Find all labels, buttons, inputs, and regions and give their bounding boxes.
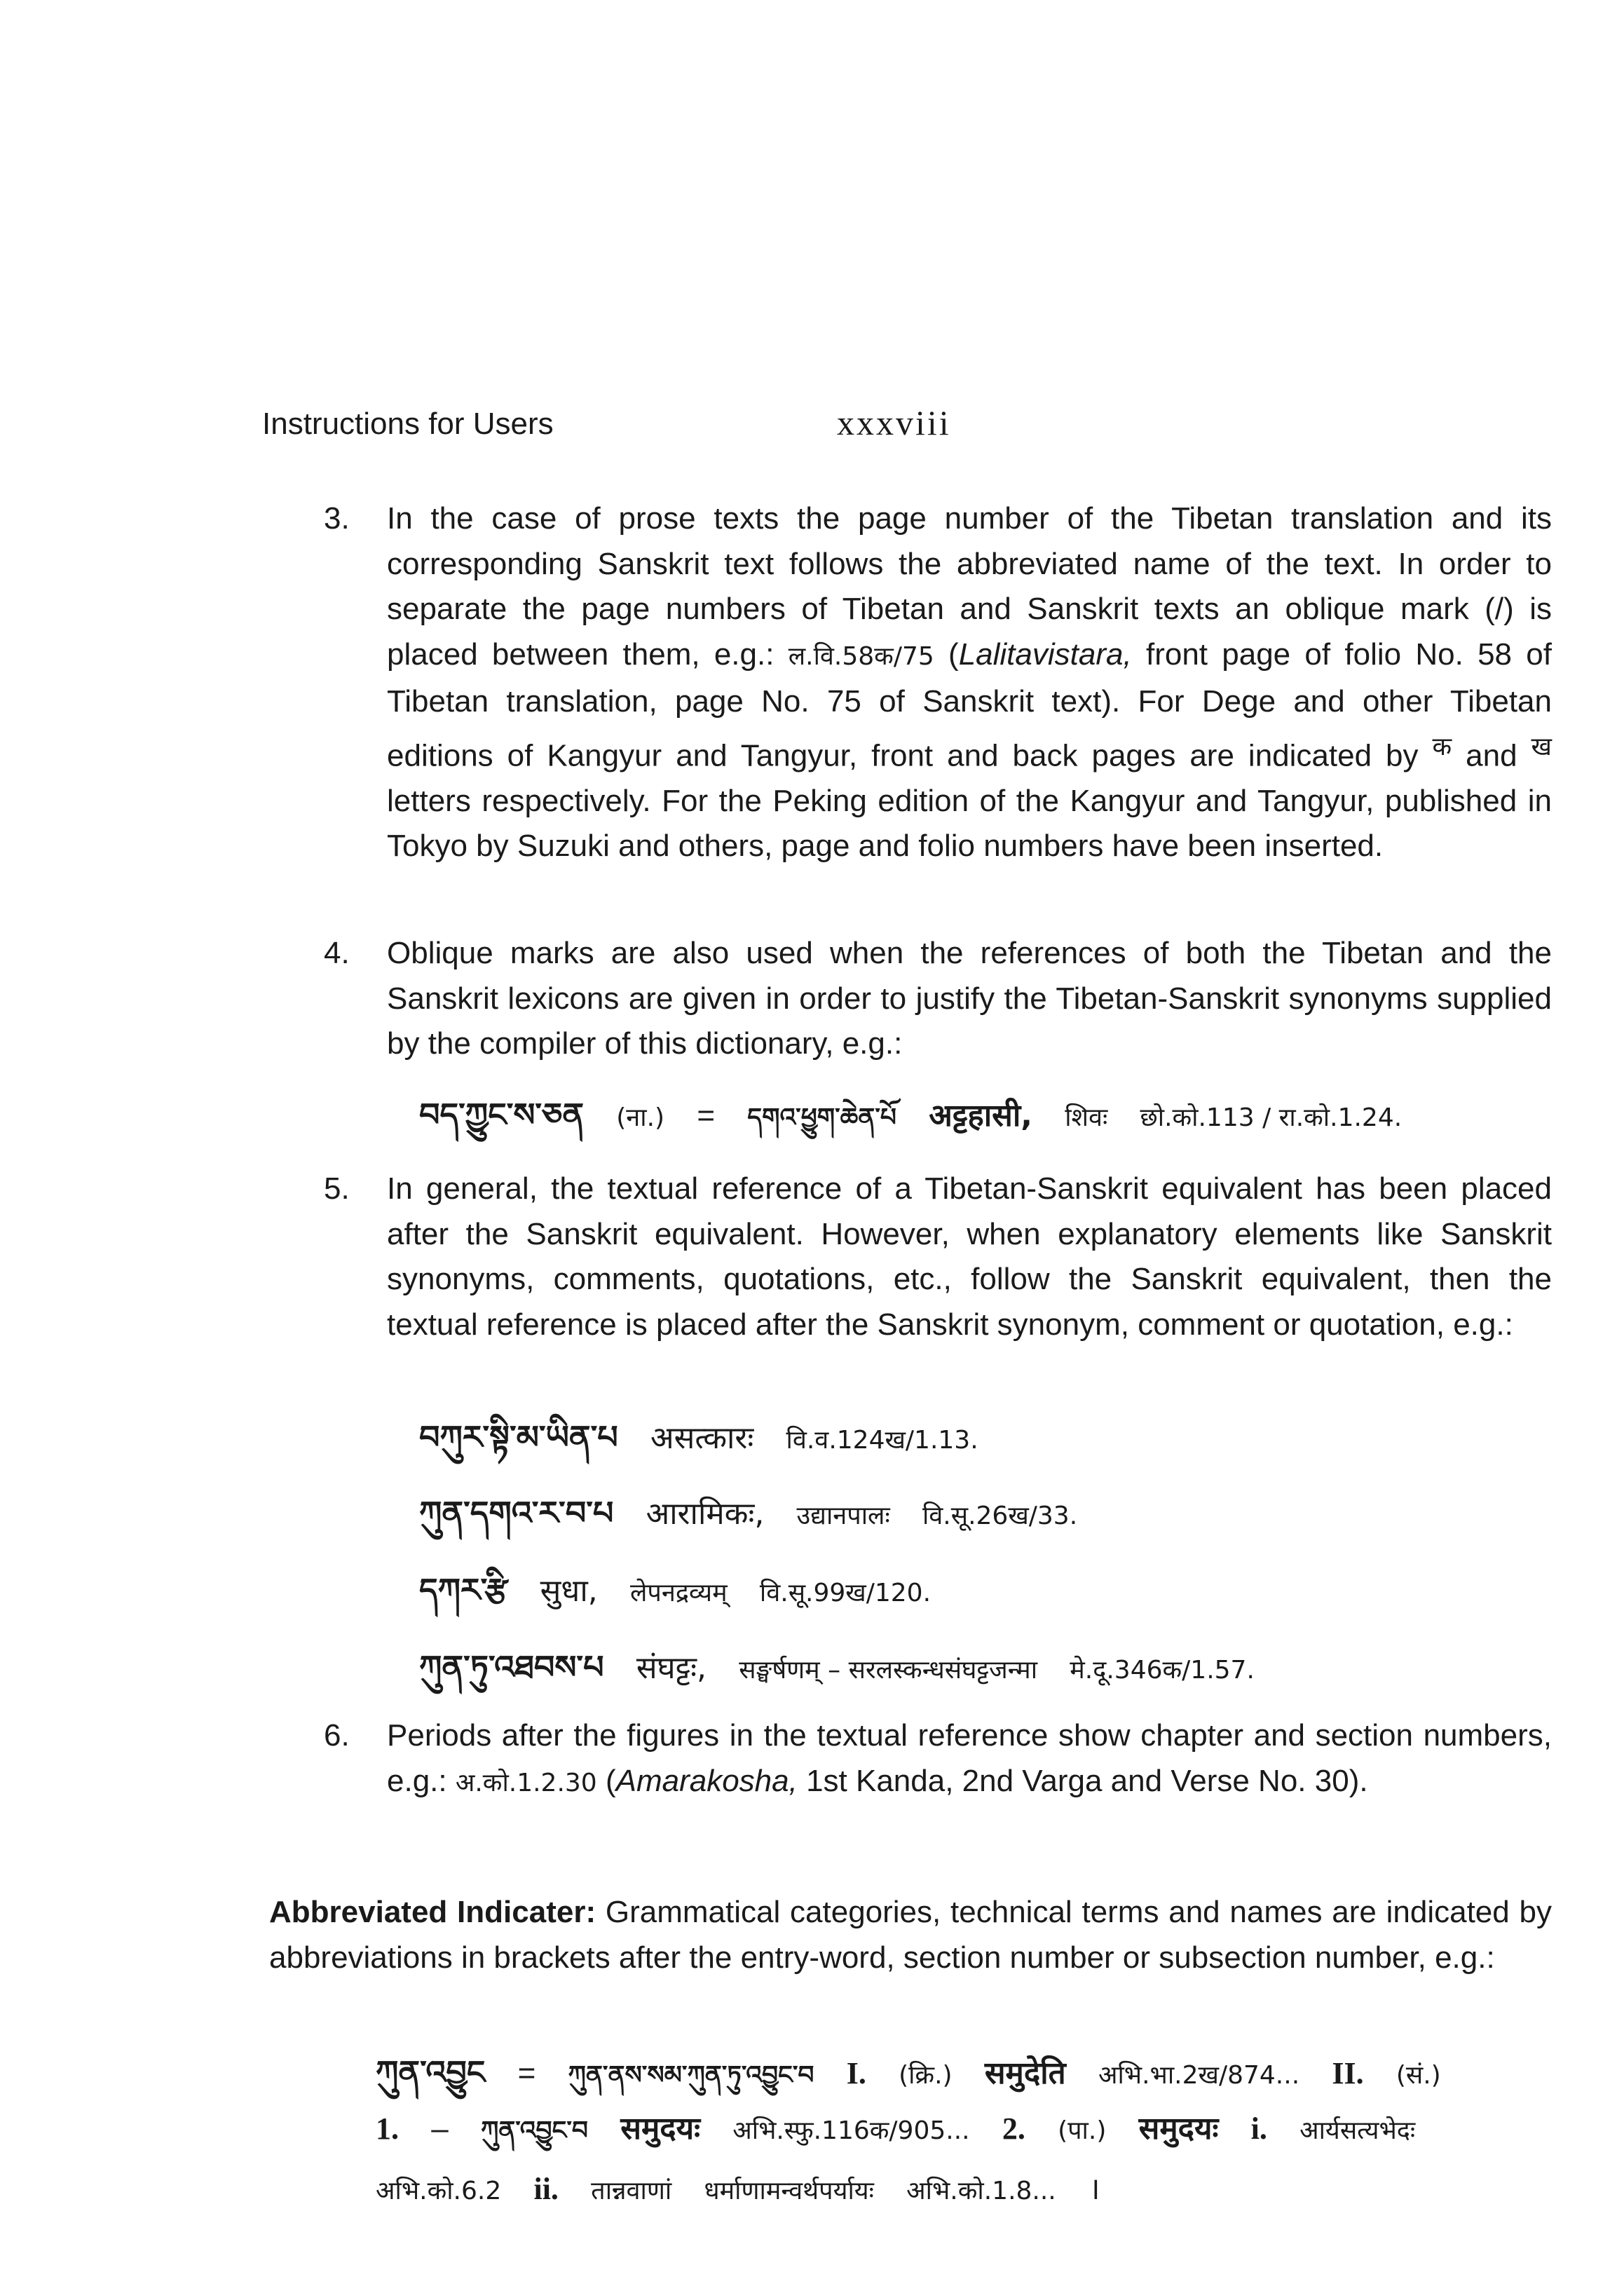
text-reference: वि.सू.99ख/120.: [759, 1579, 932, 1607]
instruction-6: [324, 1713, 1552, 1806]
item-number: 6.: [324, 1718, 350, 1753]
item-text: In general, the textual reference of a Tibetan-Sanskrit equivalent has been placed after the Sanskrit equivalent. However, when explanatory elements like Sanskrit synonyms, comments, quotations, etc., follow the Sanskrit equivalent, then the textual reference is placed after the Sanskrit synonym, comment or quotation, e.g.:: [387, 1171, 1552, 1342]
example-reference: ल.वि.58क/75: [788, 641, 934, 671]
tibetan-entry: ཀུན་ཏུ་འཐབས་པ: [419, 1648, 604, 1686]
text-reference: मे.दू.346क/1.57.: [1070, 1656, 1255, 1685]
end-mark: ।: [1088, 2172, 1100, 2206]
back-page-letter: ख: [1531, 732, 1552, 761]
sense-number: ii.: [533, 2172, 559, 2206]
page-header: [262, 403, 1545, 449]
tibetan-gloss: ཀུན་ནས་སམ་ཀུན་ཏུ་འབྱུང་བ: [568, 2061, 814, 2090]
tibetan-entry: བཀུར་སྟི་མ་ཡིན་པ: [419, 1418, 618, 1456]
text-segment: and: [1452, 738, 1531, 773]
text-segment: letters respectively. For the Peking edition of the Kangyur and Tangyur, published in Tokyo by Suzuki and others, page and folio numbers have been inserted.: [387, 783, 1552, 864]
tibetan-gloss: དགའ་ཕྱུག་ཆེན་པོ: [747, 1103, 896, 1132]
sense-number: 2.: [1002, 2111, 1025, 2146]
item-number: 5.: [324, 1171, 350, 1206]
sanskrit-note: सङ्घर्षणम् – सरलस्कन्धसंघट्टजन्मा: [739, 1656, 1038, 1685]
item-number: 4.: [324, 936, 350, 970]
sense-number: i.: [1250, 2111, 1267, 2146]
sense-number: 1.: [376, 2111, 399, 2146]
sanskrit-note: लेपनद्रव्यम्: [629, 1579, 728, 1607]
text-reference: वि.व.124ख/1.13.: [786, 1426, 978, 1455]
grammar-tag: (क्रि.): [899, 2061, 953, 2090]
tibetan-entry: བད་ཀྱུང་ས་ཅན: [419, 1096, 585, 1134]
item-text: Oblique marks are also used when the references of both the Tibetan and the Sanskrit lexicons are given in order to justify the Tibetan-Sanskrit synonyms supplied by the compiler of this dictionary, e.g.:: [387, 936, 1552, 1061]
sanskrit-equivalent: संघट्टः,: [636, 1650, 707, 1686]
tibetan-entry: དཀར་རྩི: [419, 1571, 508, 1609]
dash: –: [431, 2111, 449, 2146]
sanskrit-equivalent: समुदयः: [1138, 2111, 1219, 2147]
text-segment: In the case of prose texts the page number of the Tibetan translation and its corresponding Sanskrit text follows the abbreviated name of the text. In order to separate the page numbers of Tibetan and Sanskrit texts an oblique mark (/) is placed between them, e.g.:: [387, 501, 1552, 672]
sanskrit-note: तान्नवाणां: [591, 2177, 672, 2205]
dictionary-entry-line: [376, 2166, 1124, 2208]
dictionary-entry-line: [376, 2102, 1439, 2173]
grammar-tag: (पा.): [1058, 2116, 1107, 2145]
work-title: Lalitavistara,: [958, 637, 1132, 672]
sanskrit-note: उद्यानपालः: [796, 1502, 890, 1530]
text-segment: front page of folio No. 58 of Tibetan translation, page No. 75 of Sanskrit text). For Dege and other Tibetan editions of Kangyur and Tangyur, front and back pages are indicated by: [387, 637, 1552, 773]
text-reference: अभि.स्फु.116क/905...: [732, 2116, 970, 2145]
sense-number: II.: [1332, 2056, 1364, 2090]
abbreviated-indicator-section: [269, 1890, 1552, 1980]
item-text: In the case of prose texts the page number of the Tibetan translation and its corresponding Sanskrit text follows the abbreviated name of the text. In order to separate the page numbers of Tibetan and Sanskrit texts an oblique mark (/) is placed between them, e.g.: ल.वि.58क/75 (Lalitavistara, front page of folio No. 58 of Tibetan translation, page No. 75 of Sanskrit text). For Dege and other Tibetan editions of Kangyur and Tangyur, front and back pages are indicated by $^क$ and $^ख$ letters respectively. For the Peking edition of the Kangyur and Tangyur, published in Tokyo by Suzuki and others, page and folio numbers have been inserted.: [387, 501, 1552, 864]
section-label: Abbreviated Indicater:: [269, 1895, 596, 1929]
text-segment: (: [596, 1763, 616, 1798]
sanskrit-synonym: शिवः: [1065, 1103, 1108, 1132]
sanskrit-note: आर्यसत्यभेदः: [1299, 2116, 1416, 2145]
sanskrit-note: धर्माणामन्वर्थपर्यायः: [704, 2177, 874, 2205]
text-segment: Periods after the figures in the textual reference show chapter and section numbers, e.g.:: [387, 1718, 1552, 1798]
equals-sign: =: [517, 2056, 536, 2090]
text-segment: 1st Kanda, 2nd Varga and Verse No. 30).: [797, 1763, 1368, 1798]
text-reference: अभि.को.1.8...: [906, 2177, 1056, 2205]
tibetan-gloss: ཀུན་འབྱུང་བ: [480, 2116, 588, 2145]
sanskrit-equivalent: आरामिकः,: [646, 1496, 765, 1532]
sense-number: I.: [846, 2056, 866, 2090]
example-reference: अ.को.1.2.30: [455, 1768, 597, 1797]
item-number: 3.: [324, 501, 350, 536]
work-title: Amarakosha,: [615, 1763, 798, 1798]
grammar-tag: (सं.): [1396, 2061, 1441, 2090]
page-number: xxxviii: [837, 403, 951, 442]
text-reference: वि.सू.26ख/33.: [922, 1502, 1078, 1530]
section-text: Grammatical categories, technical terms and names are indicated by abbreviations in brackets after the entry-word, section number or subsection number, e.g.:: [269, 1895, 1552, 1975]
sanskrit-equivalent: समुदयः: [620, 2111, 701, 2147]
sanskrit-equivalent: अट्टहासी,: [929, 1098, 1032, 1134]
running-title: Instructions for Users: [262, 407, 554, 441]
equals-sign: =: [697, 1098, 716, 1133]
sanskrit-equivalent: सुधा,: [540, 1573, 598, 1609]
text-reference: अभि.भा.2ख/874...: [1098, 2061, 1300, 2090]
tibetan-entry: ཀུན་དགའ་ར་བ་པ: [419, 1494, 614, 1532]
example-line: [419, 1632, 1278, 1722]
sanskrit-equivalent: समुदेति: [984, 2055, 1066, 2091]
example-line: [419, 1080, 1426, 1170]
sanskrit-equivalent: असत्कारः: [650, 1420, 754, 1456]
instruction-3: [324, 496, 1552, 869]
instruction-4: [324, 931, 1552, 1067]
lexicon-reference: छो.को.113 / रा.को.1.24.: [1140, 1103, 1403, 1132]
front-page-letter: क: [1432, 732, 1452, 761]
instruction-5: [324, 1166, 1552, 1347]
text-reference: अभि.को.6.2: [376, 2177, 502, 2205]
grammar-tag: (ना.): [616, 1103, 665, 1132]
tibetan-entry: ཀུན་འབྱུང: [376, 2053, 486, 2091]
item-text: [387, 1713, 1552, 1806]
